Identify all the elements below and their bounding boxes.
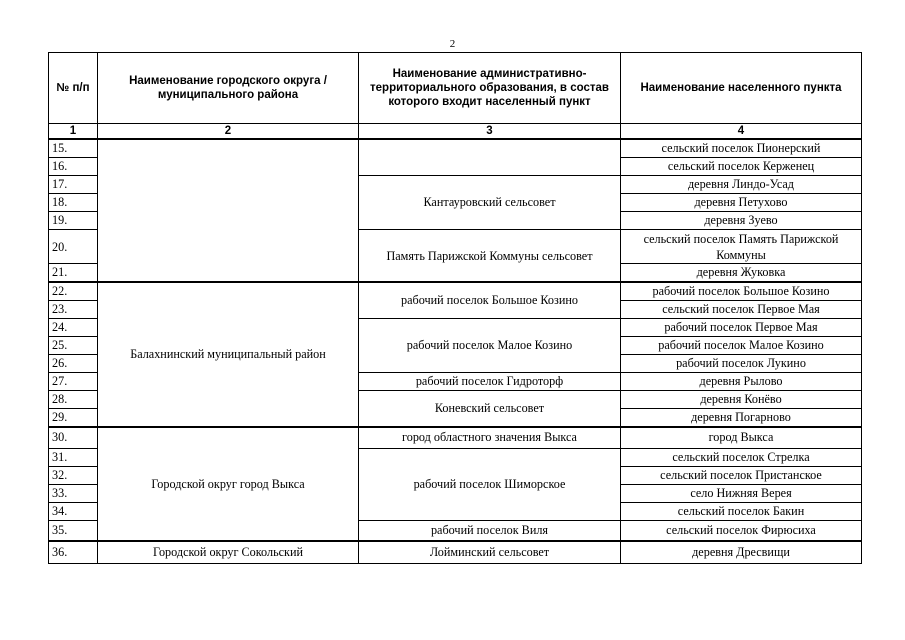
settlement-cell: сельский поселок Память Парижской Коммуны bbox=[621, 230, 862, 264]
admin-cell-empty bbox=[359, 139, 621, 176]
settlement-cell: рабочий поселок Большое Козино bbox=[621, 282, 862, 301]
settlement-cell: рабочий поселок Лукино bbox=[621, 355, 862, 373]
admin-cell: рабочий поселок Шиморское bbox=[359, 448, 621, 520]
row-number: 17. bbox=[49, 176, 98, 194]
row-number: 22. bbox=[49, 282, 98, 301]
settlement-cell: сельский поселок Бакин bbox=[621, 502, 862, 520]
settlement-cell: деревня Погарново bbox=[621, 409, 862, 428]
settlement-cell: деревня Зуево bbox=[621, 212, 862, 230]
settlement-cell: сельский поселок Керженец bbox=[621, 158, 862, 176]
row-number: 31. bbox=[49, 448, 98, 466]
settlements-table bbox=[48, 52, 862, 564]
settlement-cell: сельский поселок Пристанское bbox=[621, 466, 862, 484]
row-number: 23. bbox=[49, 301, 98, 319]
admin-cell: город областного значения Выкса bbox=[359, 427, 621, 448]
settlement-cell: деревня Жуковка bbox=[621, 264, 862, 283]
admin-cell: Память Парижской Коммуны сельсовет bbox=[359, 230, 621, 283]
settlement-cell: деревня Дресвищи bbox=[621, 541, 862, 563]
row-number: 25. bbox=[49, 337, 98, 355]
admin-cell: Кантауровский сельсовет bbox=[359, 176, 621, 230]
column-number-row bbox=[49, 124, 862, 140]
table-row bbox=[49, 541, 862, 563]
table-row bbox=[49, 282, 862, 301]
header-district: Наименование городского округа / муниципального района bbox=[98, 53, 359, 124]
admin-cell: рабочий поселок Виля bbox=[359, 520, 621, 541]
table-row bbox=[49, 427, 862, 448]
settlement-cell: деревня Линдо-Усад bbox=[621, 176, 862, 194]
column-number: 1 bbox=[49, 124, 98, 140]
column-number: 4 bbox=[621, 124, 862, 140]
settlement-cell: рабочий поселок Малое Козино bbox=[621, 337, 862, 355]
district-cell: Городской округ город Выкса bbox=[98, 427, 359, 541]
header-num: № п/п bbox=[49, 53, 98, 124]
admin-cell: Коневский сельсовет bbox=[359, 391, 621, 428]
settlement-cell: рабочий поселок Первое Мая bbox=[621, 319, 862, 337]
row-number: 20. bbox=[49, 230, 98, 264]
row-number: 30. bbox=[49, 427, 98, 448]
row-number: 19. bbox=[49, 212, 98, 230]
admin-cell: Лойминский сельсовет bbox=[359, 541, 621, 563]
table-row bbox=[49, 139, 862, 158]
admin-cell: рабочий поселок Малое Козино bbox=[359, 319, 621, 373]
settlement-cell: деревня Конёво bbox=[621, 391, 862, 409]
settlement-cell: сельский поселок Пионерский bbox=[621, 139, 862, 158]
row-number: 36. bbox=[49, 541, 98, 563]
settlement-cell: сельский поселок Стрелка bbox=[621, 448, 862, 466]
row-number: 21. bbox=[49, 264, 98, 283]
admin-cell: рабочий поселок Большое Козино bbox=[359, 282, 621, 319]
row-number: 16. bbox=[49, 158, 98, 176]
row-number: 32. bbox=[49, 466, 98, 484]
district-cell-empty bbox=[98, 139, 359, 282]
column-number: 3 bbox=[359, 124, 621, 140]
district-cell: Городской округ Сокольский bbox=[98, 541, 359, 563]
table-header-row bbox=[49, 53, 862, 124]
row-number: 29. bbox=[49, 409, 98, 428]
settlement-cell: сельский поселок Фирюсиха bbox=[621, 520, 862, 541]
row-number: 24. bbox=[49, 319, 98, 337]
settlement-cell: село Нижняя Верея bbox=[621, 484, 862, 502]
row-number: 33. bbox=[49, 484, 98, 502]
header-settlement: Наименование населенного пункта bbox=[621, 53, 862, 124]
row-number: 27. bbox=[49, 373, 98, 391]
row-number: 18. bbox=[49, 194, 98, 212]
row-number: 26. bbox=[49, 355, 98, 373]
settlement-cell: деревня Петухово bbox=[621, 194, 862, 212]
row-number: 34. bbox=[49, 502, 98, 520]
settlement-cell: город Выкса bbox=[621, 427, 862, 448]
column-number: 2 bbox=[98, 124, 359, 140]
district-cell: Балахнинский муниципальный район bbox=[98, 282, 359, 427]
settlement-cell: сельский поселок Первое Мая bbox=[621, 301, 862, 319]
row-number: 28. bbox=[49, 391, 98, 409]
header-admin: Наименование административно-территориального образования, в состав которого входит населенный пункт bbox=[359, 53, 621, 124]
admin-cell: рабочий поселок Гидроторф bbox=[359, 373, 621, 391]
row-number: 15. bbox=[49, 139, 98, 158]
row-number: 35. bbox=[49, 520, 98, 541]
page-number: 2 bbox=[449, 38, 456, 50]
settlement-cell: деревня Рылово bbox=[621, 373, 862, 391]
